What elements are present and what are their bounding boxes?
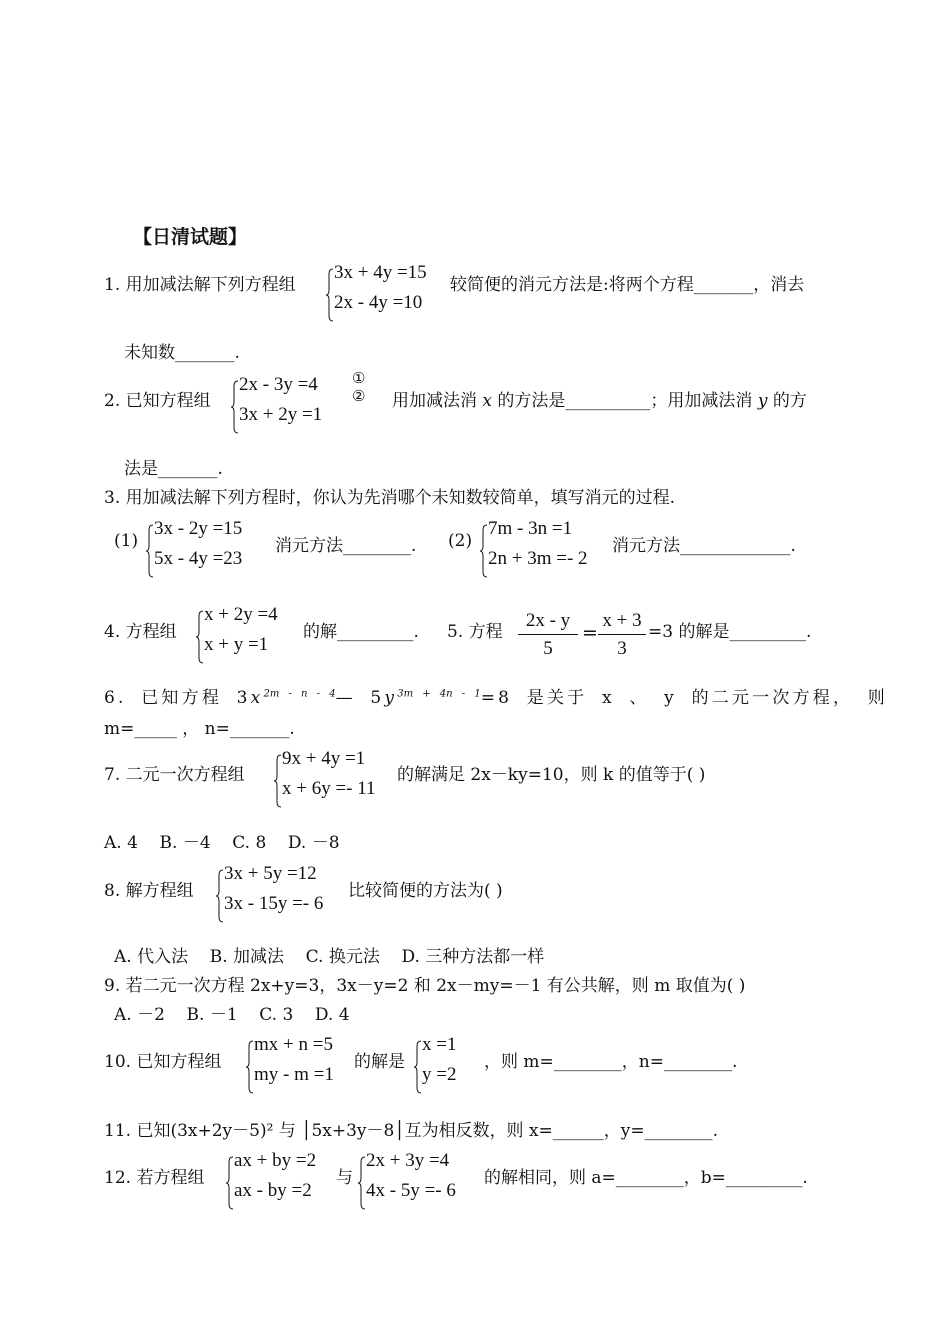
q10-after: ，则 m=________，n=________. (484, 1052, 738, 1072)
q2-line2: 法是_______. (124, 459, 223, 479)
q6-exponent-x: 2m - n - 4 (263, 688, 336, 700)
q1-line2: 未知数_______. (124, 343, 240, 363)
brace-icon (326, 268, 334, 322)
q4-equation-system (196, 604, 301, 662)
q5-fraction-left (518, 610, 578, 660)
q12-mid: 与 (336, 1168, 353, 1188)
q10-prefix: 10. 已知方程组 (104, 1052, 222, 1072)
q3-p2-eq1: 7m - 3n =1 (488, 518, 573, 539)
q2-suffix-c: 的方 (772, 391, 807, 411)
q4-after: 的解_________. (303, 622, 419, 642)
q12-eq1: ax + by =2 (234, 1150, 317, 1171)
q7-options: A. 4 B. －4 C. 8 D. －8 (104, 833, 340, 853)
q9-options: A. －2 B. －1 C. 3 D. 4 (114, 1005, 350, 1025)
q7-prefix: 7. 二元一次方程组 (104, 765, 245, 785)
q6-text-b: =8 是关于 x 、 y 的二元一次方程， 则 (480, 688, 888, 708)
q3-p1-eq2: 5x - 4y =23 (154, 548, 243, 569)
q3-p2-after: 消元方法_____________. (612, 536, 796, 556)
q5-equals: = (582, 622, 598, 644)
q2-eq1: 2x - 3y =4 (239, 374, 318, 395)
q10-equation-system (246, 1034, 356, 1092)
q5-numerator-right: x + 3 (598, 610, 646, 635)
brace-icon (216, 869, 224, 923)
brace-icon (358, 1156, 366, 1210)
q2-suffix-b: 的方法是__________；用加减法消 (497, 391, 753, 411)
circled-two-mark: ② (352, 387, 366, 405)
circled-one-mark: ① (352, 369, 366, 387)
q7-equation-system (274, 748, 394, 806)
q5-denominator-left: 5 (543, 638, 553, 659)
q6-exponent-y: 3m + 4n - 1 (397, 688, 481, 700)
q12-prefix: 12. 若方程组 (104, 1168, 205, 1188)
q3-p2-eq2: 2n + 3m =- 2 (488, 548, 588, 569)
q8-options: A. 代入法 B. 加减法 C. 换元法 D. 三种方法都一样 (114, 947, 545, 967)
q2-var-y: y (757, 391, 768, 411)
q3-p1-after: 消元方法________. (275, 536, 417, 556)
q12-equation-system-2 (358, 1150, 482, 1208)
q2-eq2: 3x + 2y =1 (239, 404, 323, 425)
q6-base-x: x (250, 688, 264, 708)
q6-text-mid: — 5 (335, 688, 385, 708)
brace-icon (246, 1040, 254, 1094)
brace-icon (231, 380, 239, 434)
q4-eq1: x + 2y =4 (204, 604, 278, 625)
q10-solution-system (414, 1034, 484, 1092)
q3-text: 3. 用加减法解下列方程时，你认为先消哪个未知数较简单，填写消元的过程. (104, 488, 676, 508)
q6-line1 (104, 683, 888, 708)
q10-eq2: my - m =1 (254, 1064, 334, 1085)
q4-eq2: x + y =1 (204, 634, 269, 655)
q1-suffix: 较简便的消元方法是:将两个方程_______，消去 (450, 275, 805, 295)
q6-text-a: 6. 已知方程 3 (104, 688, 251, 708)
q9-text: 9. 若二元一次方程 2x+y=3，3x－y=2 和 2x－my=－1 有公共解，则 m 取值为( ) (104, 976, 746, 996)
q8-eq2: 3x - 15y =- 6 (224, 893, 324, 914)
q8-equation-system (216, 863, 344, 921)
q12-after: 的解相同，则 a=________，b=_________. (484, 1168, 808, 1188)
q1-prefix: 1. 用加减法解下列方程组 (104, 275, 296, 295)
section-heading: 【日清试题】 (133, 226, 248, 248)
q7-eq1: 9x + 4y =1 (282, 748, 366, 769)
q7-eq2: x + 6y =- 11 (282, 778, 376, 799)
brace-icon (146, 524, 154, 578)
q3-p1-equation-system (146, 518, 271, 576)
q6-line2: m=_____ ， n=_______. (104, 719, 295, 739)
q7-after: 的解满足 2x－ky=10，则 k 的值等于( ) (397, 765, 706, 785)
q12-equation-system-1 (226, 1150, 338, 1208)
brace-icon (414, 1040, 422, 1094)
q8-after: 比较简便的方法为( ) (348, 881, 503, 901)
q10-sol2: y =2 (422, 1064, 457, 1085)
q2-var-x: x (482, 391, 492, 411)
q8-prefix: 8. 解方程组 (104, 881, 194, 901)
q12-eq3: 2x + 3y =4 (366, 1150, 450, 1171)
brace-icon (226, 1156, 234, 1210)
q5-after: =3 的解是_________. (648, 622, 812, 642)
q2-equation-system (231, 374, 346, 432)
q8-eq1: 3x + 5y =12 (224, 863, 317, 884)
q4-prefix: 4. 方程组 (104, 622, 177, 642)
q2-suffix-a: 用加减法消 (392, 391, 477, 411)
q11-text: 11. 已知(3x+2y－5)² 与 │5x+3y－8│互为相反数，则 x=______，y=________. (104, 1121, 719, 1141)
q2-prefix: 2. 已知方程组 (104, 391, 211, 411)
brace-icon (196, 610, 204, 664)
q10-sol1: x =1 (422, 1034, 457, 1055)
q5-fraction-right (598, 610, 646, 660)
q10-eq1: mx + n =5 (254, 1034, 333, 1055)
q5-denominator-right: 3 (617, 638, 627, 659)
q12-eq4: 4x - 5y =- 6 (366, 1180, 456, 1201)
q12-eq2: ax - by =2 (234, 1180, 312, 1201)
q6-base-y: y (384, 688, 398, 708)
q5-prefix: 5. 方程 (447, 622, 503, 642)
q10-mid: 的解是 (354, 1052, 405, 1072)
q3-p2-label: (2) (448, 531, 473, 551)
brace-icon (274, 754, 282, 808)
q3-p1-label: (1) (114, 531, 139, 551)
brace-icon (480, 524, 488, 578)
q1-eq2: 2x - 4y =10 (334, 292, 423, 313)
q3-p2-equation-system (480, 518, 605, 576)
q5-numerator-left: 2x - y (518, 610, 578, 635)
q1-eq1: 3x + 4y =15 (334, 262, 427, 283)
q1-equation-system (326, 262, 446, 320)
q2-suffix (392, 386, 807, 411)
q3-p1-eq1: 3x - 2y =15 (154, 518, 243, 539)
